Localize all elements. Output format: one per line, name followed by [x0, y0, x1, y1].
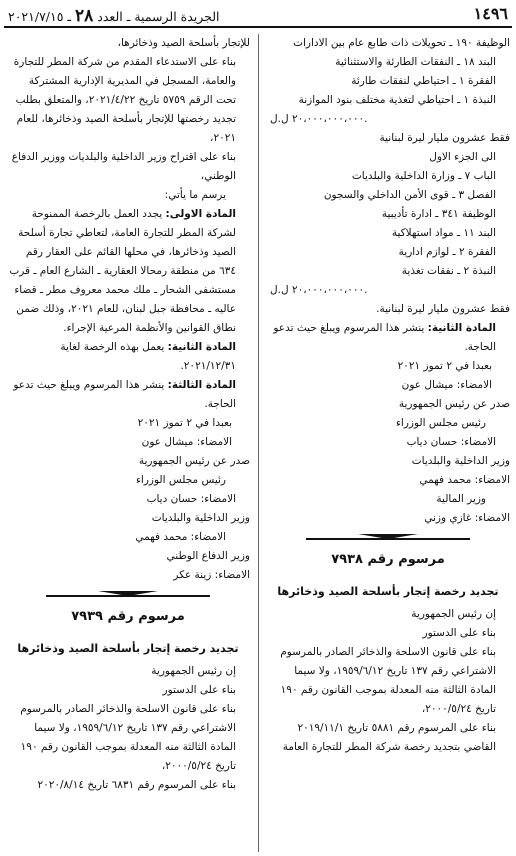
right-column	[266, 34, 510, 852]
budget-line: الوظيفة ١٩٠ ـ تحويلات ذات طابع عام بين الادارات	[293, 37, 510, 49]
column-divider	[258, 34, 259, 852]
article-label: المادة الثالثة:	[167, 379, 236, 391]
gazette-title	[8, 6, 220, 26]
decree-subtitle: تجديد رخصة إتجار بأسلحة الصيد وذخائرها	[17, 642, 239, 655]
pm-title: رئيس مجلس الوزراء	[395, 417, 486, 429]
amount-words: فقط عشرون مليار ليرة لبنانية	[379, 132, 510, 144]
decrees-heading: يرسم ما يأتي:	[164, 189, 226, 201]
decree-line: بناء على الدستور	[422, 627, 496, 639]
decree-line: بناء على المرسوم رقم ٥٨٨١ تاريخ ٢٠١٩/١١/١ القاضي بتجديد رخصة شركة المطر للتجارة العامة	[282, 722, 496, 753]
left-column	[6, 34, 250, 852]
defense-title: وزير الدفاع الوطني	[166, 550, 250, 562]
decree-line: بناء على اقتراح وزير الداخلية والبلديات ووزير الدفاع الوطني،	[11, 151, 236, 182]
budget-line: النبذة ١ ـ احتياطي لتغذية مختلف بنود الموازنة	[298, 94, 496, 106]
finance-signature: الامضاء: غازي وزني	[424, 512, 510, 524]
decree-line: إن رئيس الجمهورية	[151, 665, 236, 677]
finance-title: وزير المالية	[436, 493, 486, 505]
interior-signature: الامضاء: محمد فهمي	[135, 531, 226, 543]
budget-line: الوظيفة ٣٤١ ـ ادارة تأديبية	[381, 208, 496, 220]
article-label: المادة الثانية:	[427, 322, 496, 334]
decree-line: إن رئيس الجمهورية	[411, 608, 496, 620]
pm-title: رئيس مجلس الوزراء	[135, 474, 226, 486]
budget-line: الباب ٧ ـ وزارة الداخلية والبلديات	[351, 170, 496, 182]
date-place: بعبدا في ٢ تموز ٢٠٢١	[397, 360, 492, 372]
article-text: يعمل بهذه الرخصة لغاية ٢٠٢١/١٢/٣١.	[60, 341, 236, 372]
issue-number: ٢٨	[75, 6, 94, 26]
article-2	[266, 319, 510, 357]
issued-by: صدر عن رئيس الجمهورية	[398, 398, 510, 410]
issue-date: ـ ٢٠٢١/٧/١٥	[8, 9, 72, 24]
interior-title: وزير الداخلية والبلديات	[411, 455, 510, 467]
issued-by: صدر عن رئيس الجمهورية	[138, 455, 250, 467]
decree-line: بناء على الدستور	[162, 684, 236, 696]
defense-signature: الامضاء: زينة عكر	[173, 569, 250, 581]
decree-line: بناء على الاستدعاء المقدم من شركة المطر للتجارة والعامة، المسجل في المديرية الإدارية المشتركة تحت الرقم ٥٧٥٩ تاريخ ٢٠٢١/٤/٢٢، والمتعلق بطلب تجديد رخصتها للإتجار بأسلحة الصيد وذخائرها، للعام ٢٠٢١،	[13, 56, 236, 144]
article-3	[6, 376, 250, 414]
decree-title: مرسوم رقم ٧٩٣٨	[331, 552, 445, 567]
interior-title: وزير الداخلية والبلديات	[151, 512, 250, 524]
page-number: ١٤٩٦	[473, 4, 508, 23]
budget-line: البند ١١ ـ مواد استهلاكية	[391, 227, 496, 239]
signatures	[6, 414, 250, 452]
pm-signature: الامضاء: حسان دياب	[146, 493, 236, 505]
decree-line: بناء على قانون الاسلحة والذخائر الصادر بالمرسوم الاشتراعي رقم ١٣٧ تاريخ ١٩٥٩/٦/١٢، ولا سيما المادة الثالثة منه المعدلة بموجب القانون رقم ١٩٠ تاريخ ٢٠٠٠/٥/٢٤،	[280, 646, 496, 715]
article-1	[6, 205, 250, 338]
decree-line: بناء على قانون الاسلحة والذخائر الصادر بالمرسوم الاشتراعي رقم ١٣٧ تاريخ ١٩٥٩/٦/١٢، ولا سيما المادة الثالثة منه المعدلة بموجب القانون رقم ١٩٠ تاريخ ٢٠٠٠/٥/٢٤،	[20, 703, 236, 772]
budget-line: الفقرة ٢ ـ لوازم ادارية	[398, 246, 496, 258]
section-divider	[266, 532, 510, 546]
interior-signature: الامضاء: محمد فهمي	[419, 474, 510, 486]
budget-line: الفقرة ١ ـ احتياطي لنفقات طارئة	[351, 75, 496, 87]
pm-signature: الامضاء: حسان دياب	[406, 436, 496, 448]
decree-title: مرسوم رقم ٧٩٣٩	[71, 609, 185, 624]
amount-line: ٢٠،٠٠٠،٠٠٠،٠٠٠ ل.ل.	[270, 113, 368, 125]
signatures	[266, 357, 510, 395]
amount-words: فقط عشرون مليار ليرة لبنانية.	[376, 303, 510, 315]
budget-line: الفصل ٣ ـ قوى الأمن الداخلي والسجون	[323, 189, 496, 201]
gazette-name: الجريدة الرسمية ـ العدد	[97, 9, 220, 24]
president-signature: الامضاء: ميشال عون	[141, 436, 232, 448]
page-header	[4, 4, 512, 28]
article-2	[6, 338, 250, 376]
budget-line: البند ١٨ ـ النفقات الطارئة والاستثنائية	[335, 56, 496, 68]
amount-line: ٢٠،٠٠٠،٠٠٠،٠٠٠ ل.ل.	[270, 284, 368, 296]
date-place: بعبدا في ٢ تموز ٢٠٢١	[137, 417, 232, 429]
section-divider	[6, 589, 250, 603]
decree-line: بناء على المرسوم رقم ٦٨٣١ تاريخ ٢٠٢٠/٨/١٤	[37, 779, 236, 791]
decree-line: للإتجار بأسلحة الصيد وذخائرها،	[117, 37, 250, 49]
article-text: ينشر هذا المرسوم ويبلغ حيث تدعو الحاجة.	[13, 379, 236, 410]
article-label: المادة الثانية:	[167, 341, 236, 353]
article-text: يجدد العمل بالرخصة الممنوحة لشركة المطر للتجارة العامة، لتعاطي تجارة أسلحة الصيد وذخائرها، في محلها القائم على العقار رقم ٦٣٤ من منطقة رمحالا العقارية ـ الشارع العام ـ قرب مستشفى الشحار ـ ملك محمد معروف مطر ـ قضاء عاليه ـ محافظة جبل لبنان، للعام ٢٠٢١، وذلك ضمن نطاق القوانين والأنظمة المرعية الإجراء.	[9, 208, 236, 334]
article-label: المادة الاولى:	[165, 208, 236, 220]
president-signature: الامضاء: ميشال عون	[401, 379, 492, 391]
article-text: ينشر هذا المرسوم ويبلغ حيث تدعو الحاجة.	[273, 322, 496, 353]
budget-line: النبذة ٢ ـ نفقات تغذية	[401, 265, 496, 277]
decree-subtitle: تجديد رخصة إتجار بأسلحة الصيد وذخائرها	[277, 585, 499, 598]
budget-line: الى الجزء الاول	[429, 151, 496, 163]
